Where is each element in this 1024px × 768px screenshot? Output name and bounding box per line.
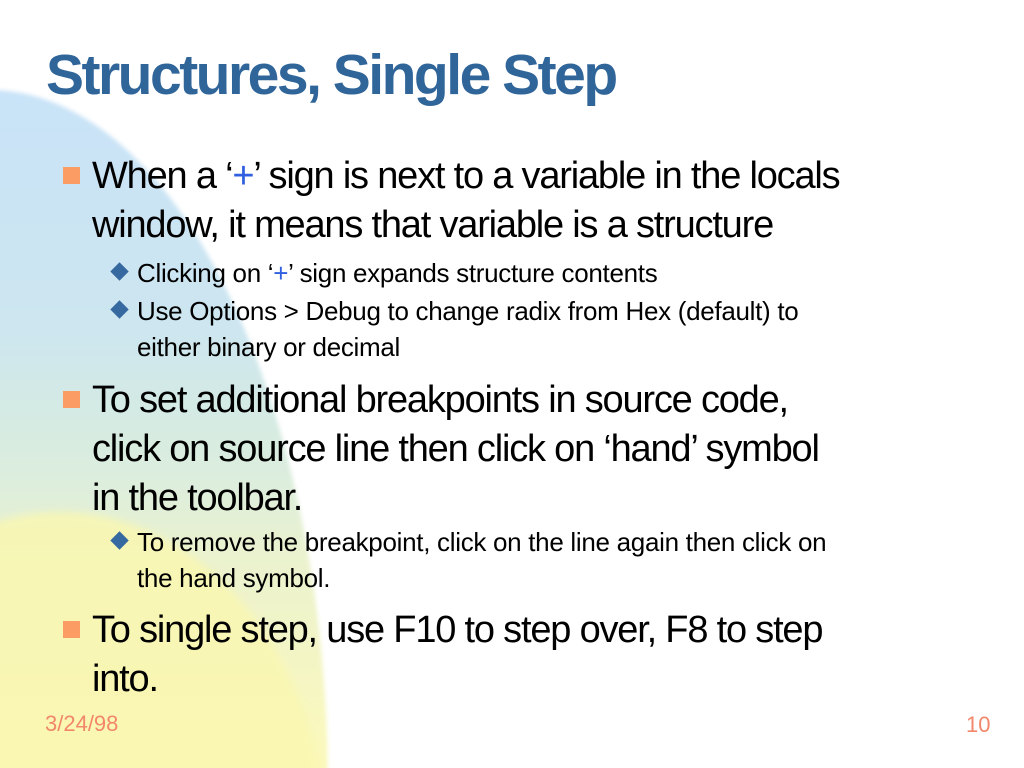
square-bullet-icon — [63, 391, 80, 408]
bullet-2-line-2: click on source line then click on ‘hand’ symbol — [92, 428, 819, 470]
footer-date: 3/24/98 — [45, 711, 119, 736]
bullet-1-line-1: When a ‘+’ sign is next to a variable in the locals — [92, 155, 840, 197]
slide-title: Structures, Single Step — [46, 43, 616, 107]
diamond-bullet-icon — [110, 300, 128, 318]
diamond-bullet-icon — [110, 262, 128, 280]
sub-bullet-1-line-1: Clicking on ‘+’ sign expands structure contents — [137, 258, 658, 288]
bullet-2 — [0, 376, 1024, 523]
bullet-2-line-1: To set additional breakpoints in source code, — [92, 379, 788, 421]
bullet-3 — [0, 606, 1024, 704]
square-bullet-icon — [63, 167, 80, 184]
sub-bullet-2-line-2: either binary or decimal — [137, 332, 401, 362]
plus-sign: + — [232, 155, 254, 197]
sub-bullet-1 — [0, 255, 1024, 291]
square-bullet-icon — [63, 621, 80, 638]
plus-sign: + — [273, 258, 289, 288]
bullet-3-line-2: into. — [92, 658, 158, 700]
bullet-1-line-2: window, it means that variable is a structure — [92, 204, 774, 246]
sub-bullet-2 — [0, 293, 1024, 365]
bullet-3-line-1: To single step, use F10 to step over, F8 to step — [92, 609, 823, 651]
sub-bullet-3 — [0, 524, 1024, 596]
bullet-2-line-3: in the toolbar. — [92, 477, 303, 519]
bullet-1 — [0, 152, 1024, 250]
footer-page-number: 10 — [966, 712, 991, 737]
sub-bullet-2-line-1: Use Options > Debug to change radix from Hex (default) to — [137, 296, 799, 326]
diamond-bullet-icon — [110, 531, 128, 549]
sub-bullet-3-line-2: the hand symbol. — [137, 563, 331, 593]
sub-bullet-3-line-1: To remove the breakpoint, click on the line again then click on — [137, 527, 827, 557]
